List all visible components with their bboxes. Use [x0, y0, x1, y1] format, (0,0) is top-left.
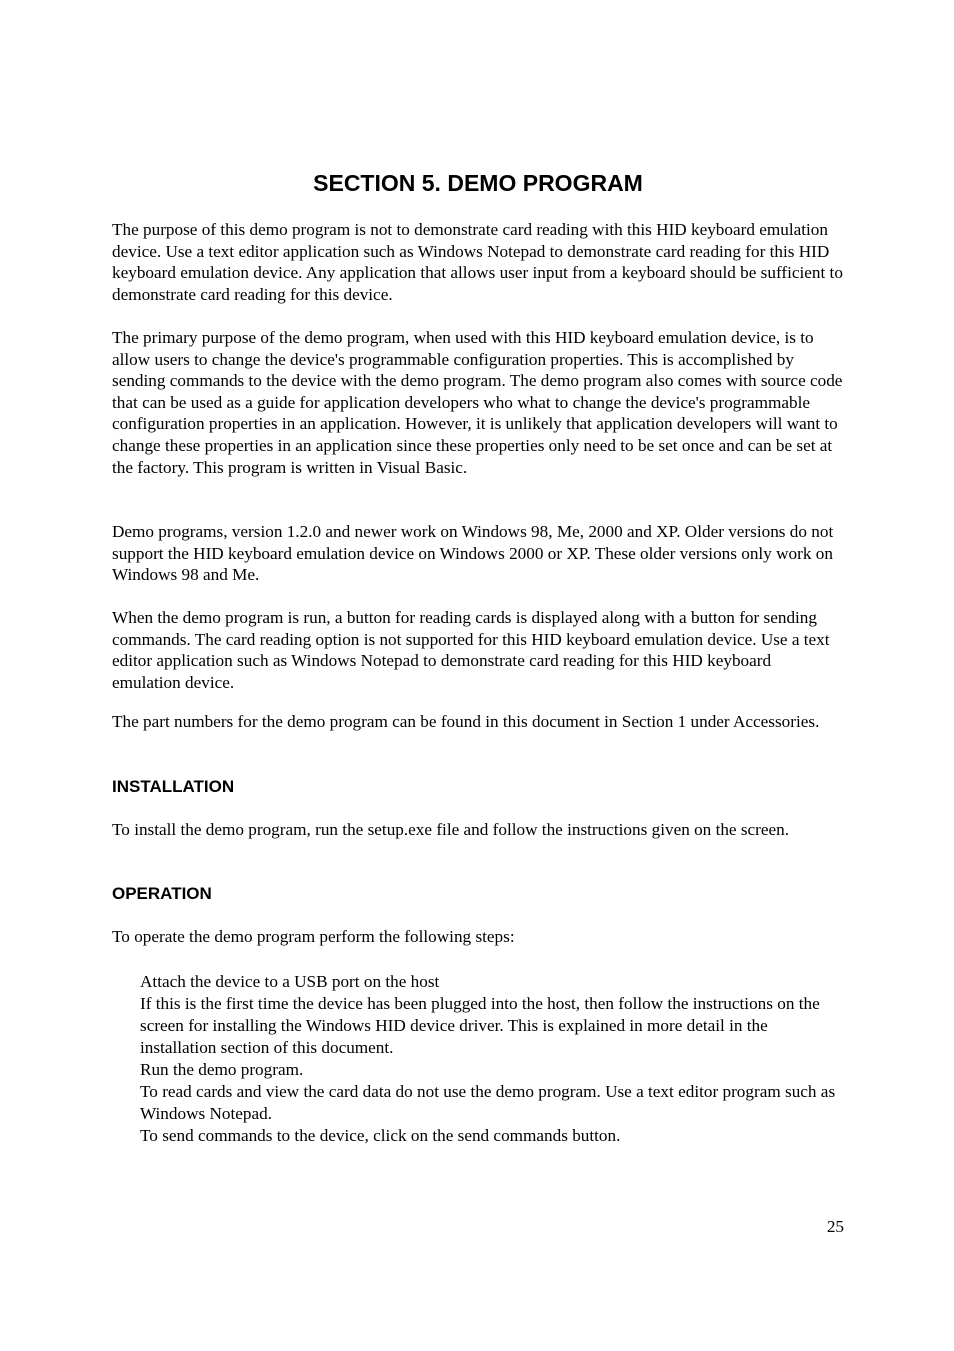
installation-text: To install the demo program, run the setup.exe file and follow the instructions given on the screen.: [112, 820, 790, 839]
operation-intro: To operate the demo program perform the following steps:: [112, 927, 515, 946]
paragraph-versions: Demo programs, version 1.2.0 and newer work on Windows 98, Me, 2000 and XP. Older versions do not support the HID keyboard emulation device on Windows 2000 or XP. These older versions only work on Windows 98 and Me.: [112, 522, 834, 585]
section-title: SECTION 5. DEMO PROGRAM: [313, 170, 643, 196]
operation-steps-list: [140, 971, 844, 1147]
operation-step: To send commands to the device, click on the send commands button.: [140, 1126, 621, 1145]
installation-heading: INSTALLATION: [112, 777, 235, 796]
operation-heading: OPERATION: [112, 884, 212, 903]
page-number: 25: [826, 1217, 844, 1236]
paragraph-purpose: The purpose of this demo program is not to demonstrate card reading with this HID keyboard emulation device. Use a text editor application such as Windows Notepad to demonstrate card reading for this HID keyboard emulation device. Any application that allows user input from a keyboard should be sufficient to demonstrate card reading for this device.: [112, 220, 843, 304]
operation-step: Run the demo program.: [140, 1060, 304, 1079]
paragraph-primary-purpose: The primary purpose of the demo program, when used with this HID keyboard emulation device, is to allow users to change the device's programmable configuration properties. This is accomplished by sending commands to the device with the demo program. The demo program also comes with source code that can be used as a guide for application developers who what to change the device's programmable configuration properties in an application. However, it is unlikely that application developers will want to change these properties in an application since these properties only need to be set once and can be set at the factory. This program is written in Visual Basic.: [112, 328, 843, 477]
document-page: [112, 0, 844, 1351]
operation-step: Attach the device to a USB port on the host: [140, 972, 440, 991]
operation-step: If this is the first time the device has been plugged into the host, then follow the instructions on the screen for installing the Windows HID device driver. This is explained in more detail in the installation section of this document.: [140, 994, 820, 1057]
operation-step: To read cards and view the card data do not use the demo program. Use a text editor program such as Windows Notepad.: [140, 1082, 836, 1123]
paragraph-run-behavior: When the demo program is run, a button for reading cards is displayed along with a button for sending commands. The card reading option is not supported for this HID keyboard emulation device. Use a text editor application such as Windows Notepad to demonstrate card reading for this HID keyboard emulation device.: [112, 608, 830, 692]
paragraph-part-numbers: The part numbers for the demo program can be found in this document in Section 1 under Accessories.: [112, 712, 820, 731]
